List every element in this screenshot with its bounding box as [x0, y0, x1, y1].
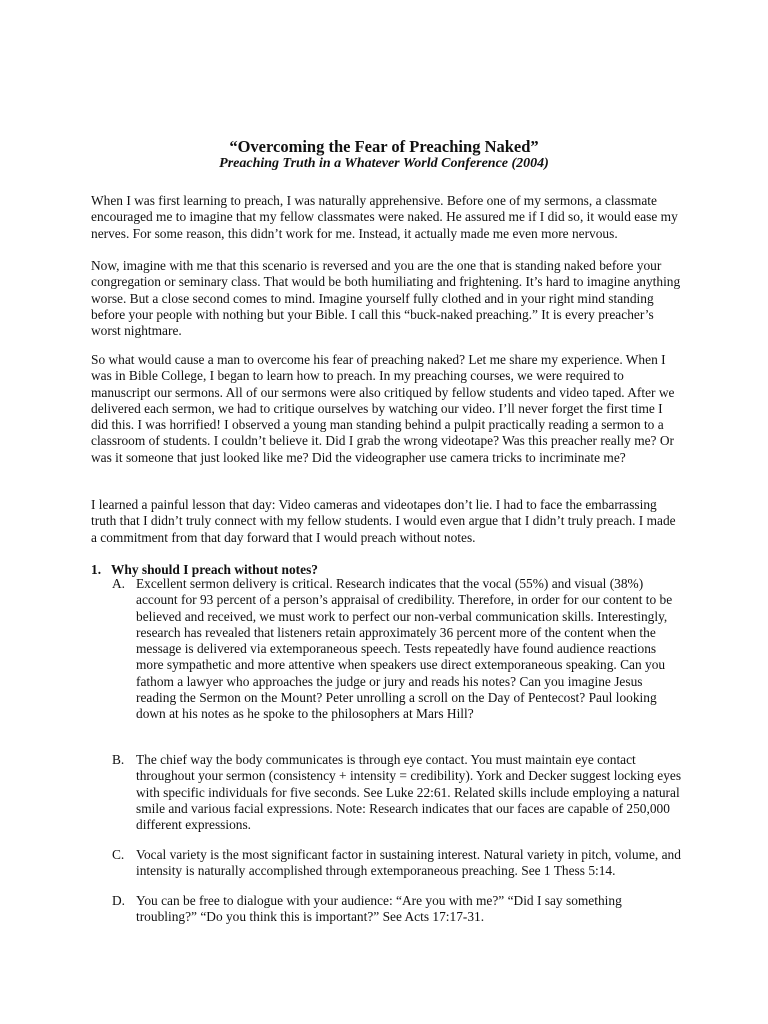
section-heading-text: Why should I preach without notes?: [111, 562, 318, 577]
list-item-text: You can be free to dialogue with your audience: “Are you with me?” “Did I say something troubling?” “Do you think this is important?” See Acts 17:17-31.: [136, 893, 622, 925]
list-item-letter: B.: [112, 752, 125, 767]
paragraph-1: When I was first learning to preach, I was naturally apprehensive. Before one of my sermons, a classmate encouraged me to imagine that my fellow classmates were naked. He assured me if I did so, it would ease my nerves. For some reason, this didn’t work for me. Instead, it actually made me even more nervous.: [91, 193, 678, 241]
list-item-letter: D.: [112, 893, 126, 908]
list-item-text: Vocal variety is the most significant factor in sustaining interest. Natural variety in pitch, volume, and intensity is naturally accomplished through extemporaneous preaching. See 1 Thess 5:14.: [136, 847, 681, 879]
list-item-text: Excellent sermon delivery is critical. Research indicates that the vocal (55%) and visual (38%) account for 93 percent of a person’s appraisal of credibility. Therefore, in order for our content to be believed and received, we must work to perfect our non-verbal communication skills. Interestingly, research has revealed that listeners retain approximately 36 percent more of the content when the message is delivered via extemporaneous speech. Tests repeatedly have found audience reactions more sympathetic and more attentive when speakers use direct extemporaneous speaking. Can you fathom a lawyer who approaches the judge or jury and reads his notes? Can you imagine Jesus reading the Sermon on the Mount? Peter unrolling a scroll on the Day of Pentecost? Paul looking down at his notes as he spoke to the philosophers at Mars Hill?: [136, 576, 673, 722]
paragraph-2: Now, imagine with me that this scenario is reversed and you are the one that is standing naked before your congregation or seminary class. That would be both humiliating and frightening. It’s hard to imagine anything worse. But a close second comes to mind. Imagine yourself fully clothed and in your right mind standing before your people with nothing but your Bible. I call this “buck-naked preaching.” It is every preacher’s worst nightmare.: [91, 258, 681, 339]
list-item-c: [112, 847, 682, 880]
document-subtitle: Preaching Truth in a Whatever World Conference (2004): [219, 156, 549, 171]
list-item-letter: C.: [112, 847, 125, 862]
list-item-letter: A.: [112, 576, 126, 591]
section-number: 1.: [91, 562, 102, 577]
document-title: “Overcoming the Fear of Preaching Naked”: [229, 137, 539, 156]
list-item-a: [112, 576, 682, 723]
list-item-b: [112, 752, 682, 833]
paragraph-4: I learned a painful lesson that day: Video cameras and videotapes don’t lie. I had to face the embarrassing truth that I didn’t truly connect with my fellow students. I would even argue that I didn’t truly preach. I made a commitment from that day forward that I would preach without notes.: [91, 497, 676, 545]
paragraph-3: So what would cause a man to overcome his fear of preaching naked? Let me share my experience. When I was in Bible College, I began to learn how to preach. In my preaching courses, we were required to manuscript our sermons. All of our sermons were also critiqued by fellow students and video taped. After we delivered each sermon, we had to critique ourselves by watching our video. I’ll never forget the first time I did this. I was horrified! I observed a young man standing behind a pulpit practically reading a sermon to a classroom of students. I couldn’t believe it. Did I grab the wrong videotape? Was this preacher really me? Or was it someone that just looked like me? Did the videographer use camera tricks to incriminate me?: [91, 352, 675, 465]
list-item-text: The chief way the body communicates is through eye contact. You must maintain eye contact throughout your sermon (consistency + intensity = credibility). York and Decker suggest locking eyes with specific individuals for five seconds. See Luke 22:61. Related skills include employing a natural smile and various facial expressions. Note: Research indicates that our faces are capable of 250,000 different expressions.: [136, 752, 682, 833]
list-item-d: [112, 893, 682, 926]
